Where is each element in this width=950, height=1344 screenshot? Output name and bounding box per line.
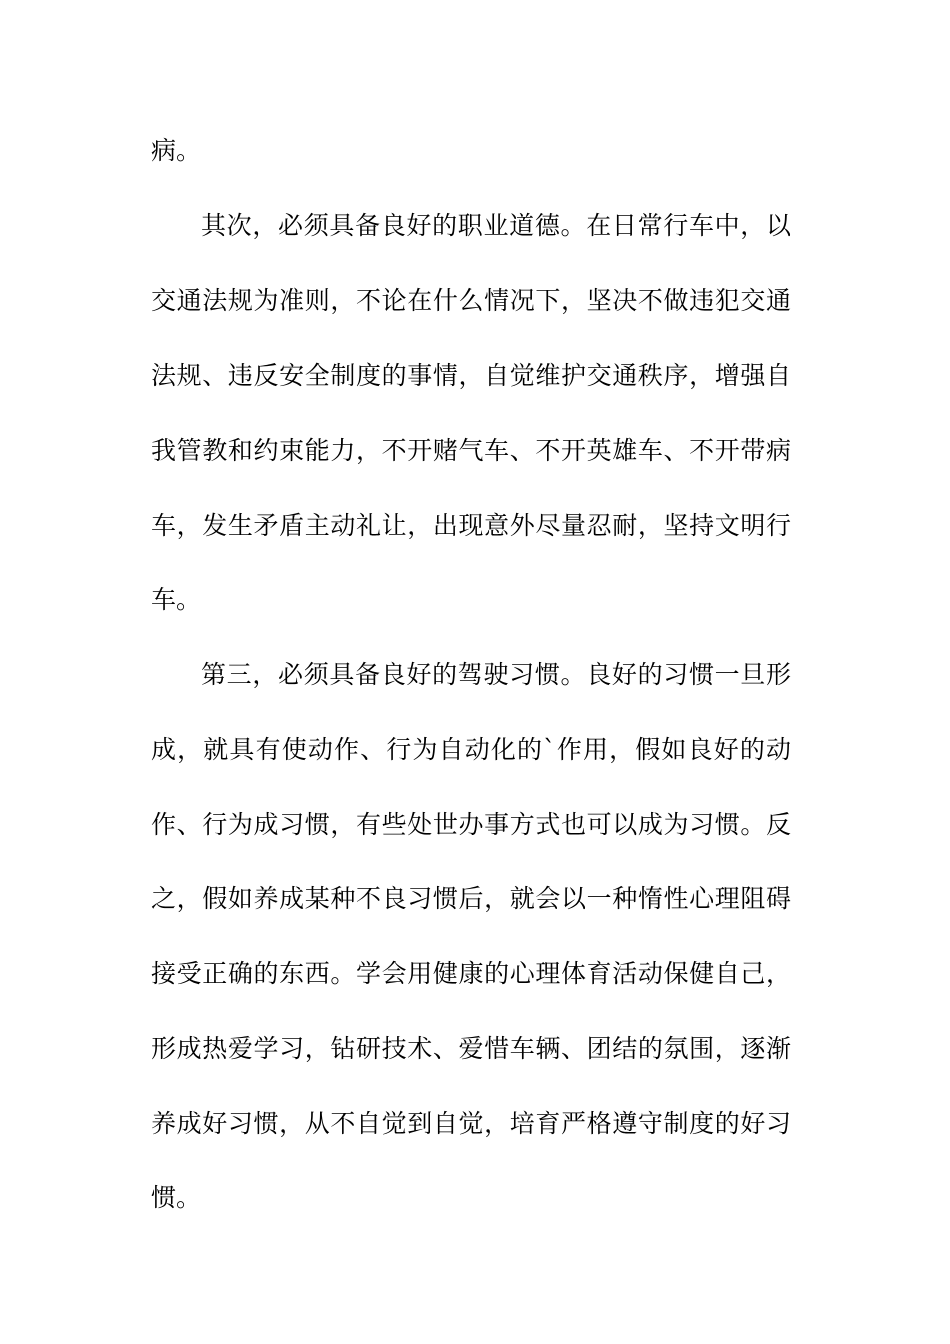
text-line: 车，发生矛盾主动礼让，出现意外尽量忍耐，坚持文明行 [151,511,791,540]
text-line: 之，假如养成某种不良习惯后，就会以一种惰性心理阻碍 [151,884,791,913]
text-line: 病。 [151,136,202,165]
paragraph-start-line: 第三，必须具备良好的驾驶习惯。良好的习惯一旦形 [201,660,791,689]
text-line: 养成好习惯，从不自觉到自觉，培育严格遵守制度的好习 [151,1109,791,1138]
text-line: 形成热爱学习，钻研技术、爱惜车辆、团结的氛围，逐渐 [151,1034,791,1063]
text-line: 车。 [151,585,202,614]
text-line: 作、行为成习惯，有些处世办事方式也可以成为习惯。反 [151,810,791,839]
text-line: 接受正确的东西。学会用健康的心理体育活动保健自己， [151,959,791,988]
text-line: 成，就具有使动作、行为自动化的`作用，假如良好的动 [151,735,791,764]
text-line: 法规、违反安全制度的事情，自觉维护交通秩序，增强自 [151,361,791,390]
text-line: 惯。 [151,1183,202,1212]
text-line: 我管教和约束能力，不开赌气车、不开英雄车、不开带病 [151,436,791,465]
text-line: 交通法规为准则，不论在什么情况下，坚决不做违犯交通 [151,286,791,315]
paragraph-start-line: 其次，必须具备良好的职业道德。在日常行车中，以 [201,211,791,240]
